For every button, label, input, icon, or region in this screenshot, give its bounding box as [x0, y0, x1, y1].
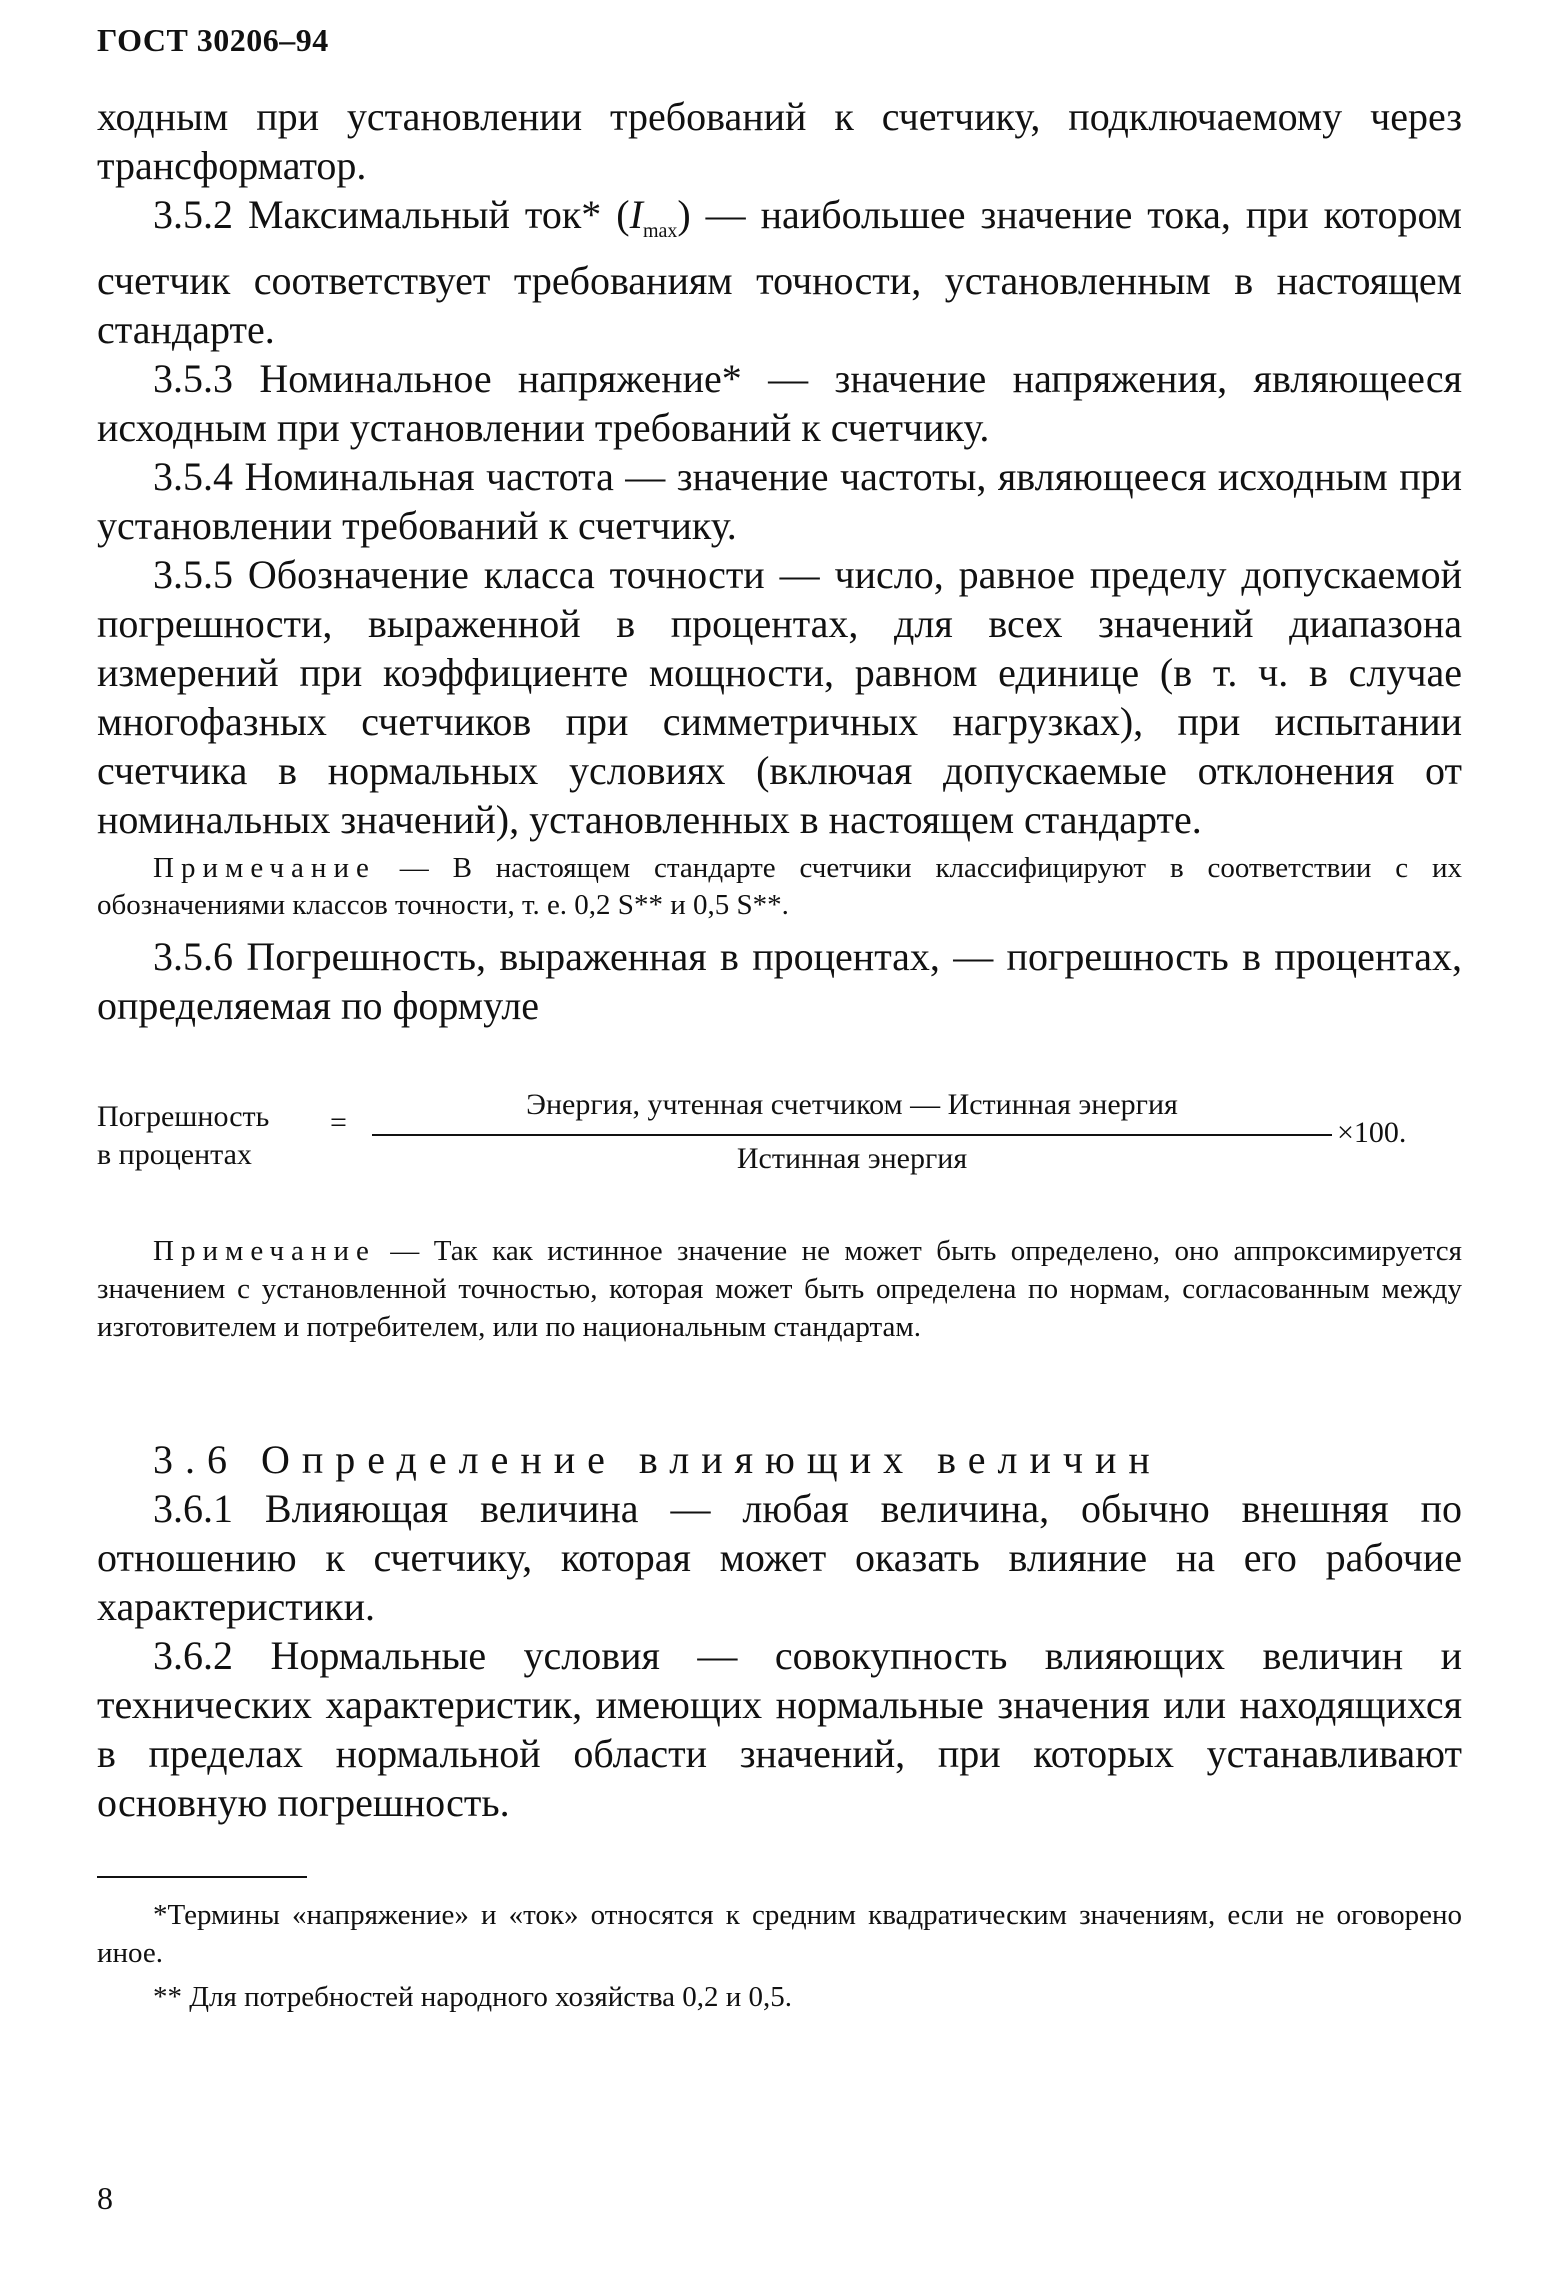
section-number: 3.6 [153, 1437, 239, 1482]
note-1 [97, 850, 1462, 924]
footnote-divider [97, 1876, 307, 1878]
page-number: 8 [97, 2180, 113, 2216]
formula-denominator: Истинная энергия [736, 1142, 968, 1175]
paragraph-3-5-2-text: 3.5.2 Максимальный ток* ( [153, 192, 630, 237]
footnote-1: *Термины «напряжение» и «ток» относятся к средним квадратическим значениям, если не оговорено иное. [97, 1899, 1462, 1969]
symbol-i: I [629, 192, 643, 237]
paragraph-3-5-5: 3.5.5 Обозначение класса точности — число, равное пределу допускаемой погрешности, выраженной в процентах, для всех значений диапазона измерений при коэффициенте мощности, равном единице (в т. ч. в случае многофазных счетчиков при симметричных нагрузках), при испытании счетчика в нормальных условиях (включая допускаемые отклонения от номинальных значений), установленных в настоящем стандарте. [97, 552, 1462, 842]
paragraph-3-5-4: 3.5.4 Номинальная частота — значение частоты, являющееся исходным при установлении требований к счетчику. [97, 454, 1462, 548]
paragraph-3-6-1: 3.6.1 Влияющая величина — любая величина, обычно внешняя по отношению к счетчику, которая может оказать влияние на его рабочие характеристики. [97, 1486, 1462, 1629]
section-3-6 [97, 1435, 1462, 1827]
note-1-text: — В настоящем стандарте счетчики классифицируют в соответствии с их обозначениями классов точности, т. е. 0,2 S** и 0,5 S**. [97, 852, 1462, 921]
footnotes [97, 1896, 1462, 2022]
paragraph-3-5-2-text-end: ) — наибольшее значение тока, при котором счетчик соответствует требованиям точности, установленным в настоящем стандарте. [97, 192, 1462, 352]
formula-multiplier: ×100. [1337, 1116, 1407, 1149]
paragraph-3-5-6: 3.5.6 Погрешность, выраженная в процентах, — погрешность в процентах, определяемая по формуле [97, 934, 1462, 1028]
formula-lhs-line2: в процентах [97, 1138, 252, 1171]
note-1-label: Примечание [153, 852, 376, 884]
note-2-text: — Так как истинное значение не может быть определено, оно аппроксимируется значением с установленной точностью, которая может быть определена по нормам, согласованным между изготовителем и потребителем, или по национальным стандартам. [97, 1235, 1462, 1343]
section-3-6-heading [97, 1435, 1462, 1484]
footnote-2: ** Для потребностей народного хозяйства 0,2 и 0,5. [153, 1981, 793, 2013]
paragraph-3-5-2 [97, 190, 1462, 354]
formula-lhs-line1: Погрешность [97, 1100, 270, 1133]
main-text [97, 92, 1462, 1030]
section-title: Определение влияющих величин [261, 1437, 1162, 1482]
formula-equals: = [330, 1106, 347, 1139]
formula-lhs [97, 1098, 269, 1174]
formula-numerator: Энергия, учтенная счетчиком — Истинная энергия [526, 1088, 1178, 1121]
fraction-bar [372, 1134, 1332, 1136]
note-2 [97, 1232, 1462, 1346]
document-header: ГОСТ 30206–94 [97, 22, 329, 58]
note-2-label: Примечание [153, 1235, 376, 1267]
paragraph-3-5-3: 3.5.3 Номинальное напряжение* — значение напряжения, являющееся исходным при установлении требований к счетчику. [97, 356, 1462, 450]
paragraph-3-6-2: 3.6.2 Нормальные условия — совокупность влияющих величин и технических характеристик, имеющих нормальные значения или находящихся в пределах нормальной области значений, при которых устанавливают основную погрешность. [97, 1633, 1462, 1825]
paragraph-continuation: ходным при установлении требований к счетчику, подключаемому через трансформатор. [97, 94, 1462, 188]
symbol-i-subscript: max [642, 220, 678, 242]
percentage-error-formula [97, 1088, 1407, 1198]
